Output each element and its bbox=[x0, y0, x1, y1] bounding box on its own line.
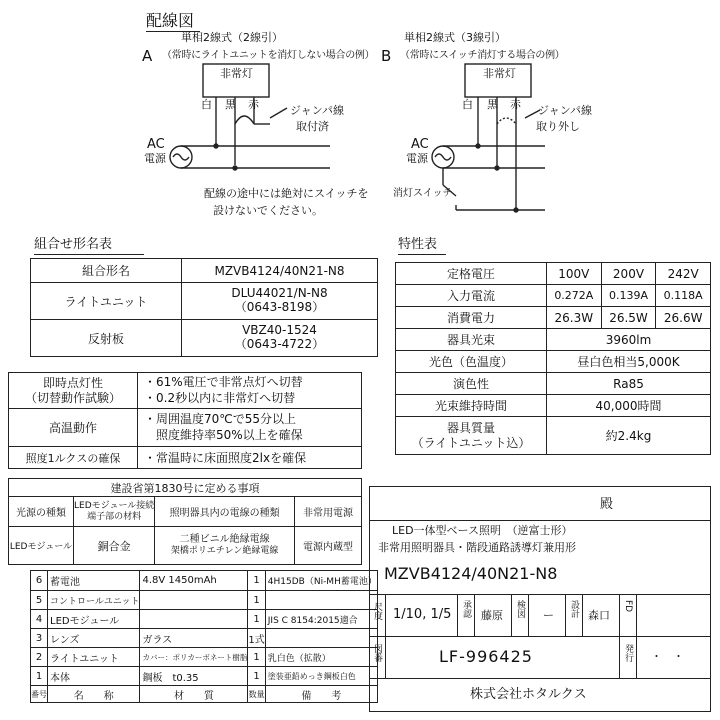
table-header-row bbox=[31, 686, 378, 703]
diagram-b-wire-red: 赤 bbox=[510, 98, 521, 111]
parts-header-material: 材 質 bbox=[140, 686, 248, 703]
ministry-value-line: 二種ビニル絶縁電線 bbox=[179, 534, 270, 546]
ministry-title: 建設省第1830号に定める事項 bbox=[9, 479, 362, 497]
part-no: 1 bbox=[31, 667, 48, 686]
part-qty: 1 bbox=[248, 667, 265, 686]
part-no: 5 bbox=[31, 591, 48, 610]
part-material: ガラス bbox=[140, 629, 248, 648]
parts-table bbox=[30, 570, 378, 703]
part-name: LEDモジュール bbox=[48, 610, 140, 629]
combo-row-value bbox=[182, 283, 378, 320]
perf-label-main: 即時点灯性 bbox=[42, 376, 103, 391]
diagram-b-wire-black: 黒 bbox=[487, 98, 498, 111]
scale-label: 尺度 bbox=[372, 602, 382, 620]
table-row bbox=[31, 667, 378, 686]
parts-header-note: 備 考 bbox=[265, 686, 377, 703]
spec-current: 0.139A bbox=[601, 285, 656, 307]
spec-label: 消費電力 bbox=[396, 307, 547, 329]
wiring-title: 配線図 bbox=[146, 11, 195, 30]
diagram-b-box-label: 非常灯 bbox=[483, 67, 516, 80]
diagram-b-label: B bbox=[381, 47, 392, 65]
checked-by: ー bbox=[543, 609, 554, 622]
table-row bbox=[31, 571, 378, 591]
ministry-table bbox=[8, 478, 362, 565]
checked-label-cell bbox=[511, 594, 529, 636]
spec-life: 40,000時間 bbox=[547, 395, 711, 417]
product-name-line2: 非常用照明器具・階段通路誘導灯兼用形 bbox=[378, 541, 576, 554]
spec-power: 26.3W bbox=[547, 307, 602, 329]
drawing-number: LF-996425 bbox=[439, 647, 533, 666]
part-no: 6 bbox=[31, 571, 48, 591]
spec-label: 光色（色温度） bbox=[396, 351, 547, 373]
diagram-b-wire-white: 白 bbox=[462, 98, 473, 111]
combo-row-label: 組合形名 bbox=[31, 259, 182, 283]
diagram-a-desc1: 単相2線式（2線引） bbox=[181, 31, 283, 44]
spec-label: 定格電圧 bbox=[396, 263, 547, 285]
spec-label bbox=[396, 417, 547, 455]
approved-label-cell bbox=[457, 594, 475, 636]
ministry-value bbox=[155, 527, 295, 565]
part-qty: 1 bbox=[248, 648, 265, 667]
designed-label: 設計 bbox=[569, 600, 579, 618]
combo-title: 組合せ形名表 bbox=[34, 237, 113, 252]
diagram-b-ac: AC bbox=[411, 137, 429, 152]
ministry-value-line: 架橋ポリエチレン絶縁電線 bbox=[170, 546, 279, 557]
combo-table bbox=[30, 258, 378, 357]
perf-label: 照度1ルクスの確保 bbox=[9, 447, 138, 469]
spec-current: 0.272A bbox=[547, 285, 602, 307]
diagram-b-jumper2: 取り外し bbox=[536, 120, 580, 133]
part-material bbox=[140, 591, 248, 610]
diagram-b-desc1: 単相2線式（3線引） bbox=[404, 31, 506, 44]
part-no: 4 bbox=[31, 610, 48, 629]
spec-voltage: 100V bbox=[547, 263, 602, 285]
spec-flux: 3960lm bbox=[547, 329, 711, 351]
part-name: レンズ bbox=[48, 629, 140, 648]
diagram-a-ac-power: 電源 bbox=[144, 152, 166, 165]
ministry-value: LEDモジュール bbox=[9, 527, 74, 565]
part-no: 2 bbox=[31, 648, 48, 667]
part-qty: 1 bbox=[248, 571, 265, 591]
spec-label: 器具光束 bbox=[396, 329, 547, 351]
spec-mass: 約2.4kg bbox=[547, 417, 711, 455]
part-name: コントロールユニット bbox=[48, 591, 140, 610]
addressee-suffix: 殿 bbox=[600, 497, 614, 512]
diagram-a-ac: AC bbox=[147, 137, 165, 152]
table-row bbox=[31, 610, 378, 629]
part-note bbox=[265, 591, 377, 610]
perf-value-line: ・0.2秒以内に非常灯へ切替 bbox=[144, 390, 296, 405]
part-name: ライトユニット bbox=[48, 648, 140, 667]
product-name-line1: LED一体型ベース照明 （逆富士形） bbox=[392, 524, 573, 537]
ministry-header: 光源の種類 bbox=[9, 497, 74, 527]
issue-label: 発行 bbox=[623, 644, 633, 662]
part-note: JIS C 8154:2015適合 bbox=[265, 610, 377, 629]
combo-value-sub: （0643-8198） bbox=[234, 300, 325, 314]
perf-value-line: 照度維持率50%以上を確保 bbox=[144, 427, 303, 442]
spec-color: 昼白色相当5,000K bbox=[547, 351, 711, 373]
part-note: 塗装亜鉛めっき鋼板白色 bbox=[265, 667, 377, 686]
spec-label: 光束維持時間 bbox=[396, 395, 547, 417]
parts-header-name: 名 称 bbox=[48, 686, 140, 703]
spec-mass-label: 器具質量 bbox=[446, 420, 495, 435]
diagram-a-note2: 設けないでください。 bbox=[213, 204, 323, 217]
scale-value: 1/10, 1/5 bbox=[393, 607, 452, 622]
part-note: 乳白色（拡散） bbox=[265, 648, 377, 667]
designed-by: 森口 bbox=[588, 609, 610, 622]
diagram-a-wire-red: 赤 bbox=[248, 98, 259, 111]
combo-row-label: ライトユニット bbox=[31, 283, 182, 320]
spec-voltage: 242V bbox=[656, 263, 711, 285]
combo-title-underline bbox=[34, 254, 144, 255]
designed-label-cell bbox=[565, 594, 583, 636]
diagram-a-fixture-box bbox=[203, 64, 269, 97]
diagram-b-jumper1: ジャンパ線 bbox=[538, 104, 593, 117]
drawing-row bbox=[369, 636, 711, 678]
part-qty: 1 bbox=[248, 610, 265, 629]
diagram-a-jumper1: ジャンパ線 bbox=[290, 104, 345, 117]
table-row bbox=[31, 648, 378, 667]
perf-value-line: ・周囲温度70℃で55分以上 bbox=[144, 411, 297, 426]
combo-row-value bbox=[182, 320, 378, 357]
issue-label-cell bbox=[619, 636, 637, 678]
spec-title: 特性表 bbox=[398, 237, 438, 252]
part-material bbox=[140, 610, 248, 629]
perf-label-sub: （切替動作試験） bbox=[24, 390, 121, 405]
combo-value-sub: （0643-4722） bbox=[234, 337, 325, 351]
part-name: 蓄電池 bbox=[48, 571, 140, 591]
table-row bbox=[31, 629, 378, 648]
diagram-a-desc2: （常時にライトユニットを消灯しない場合の例） bbox=[162, 50, 375, 61]
title-divider bbox=[369, 520, 711, 521]
part-material: 鋼板 t0.35 bbox=[140, 667, 248, 686]
parts-header-no: 番号 bbox=[31, 686, 48, 703]
spec-cri: Ra85 bbox=[547, 373, 711, 395]
model-number: MZVB4124/40N21-N8 bbox=[384, 564, 558, 583]
part-name: 本体 bbox=[48, 667, 140, 686]
performance-table bbox=[8, 372, 362, 469]
spec-voltage: 200V bbox=[601, 263, 656, 285]
fd-label-cell bbox=[619, 594, 637, 636]
combo-value-main: DLU44021/N-N8 bbox=[231, 286, 328, 301]
diagram-a-wire-white: 白 bbox=[201, 98, 212, 111]
ministry-header-line: 端子部の材料 bbox=[87, 511, 142, 522]
spec-label: 演色性 bbox=[396, 373, 547, 395]
spec-current: 0.118A bbox=[656, 285, 711, 307]
company-name: 株式会社ホタルクス bbox=[470, 687, 587, 702]
combo-value-main: VBZ40-1524 bbox=[242, 323, 317, 338]
ministry-value: 銅合金 bbox=[74, 527, 155, 565]
ministry-header: 照明器具内の電線の種類 bbox=[155, 497, 295, 527]
diagram-b-ac-power: 電源 bbox=[406, 152, 428, 165]
ministry-header bbox=[74, 497, 155, 527]
combo-row-label: 反射板 bbox=[31, 320, 182, 357]
perf-label: 高温動作 bbox=[9, 409, 138, 447]
fd-label: FD bbox=[623, 600, 633, 613]
part-material: カバー：ポリカーボネート樹脂 bbox=[140, 648, 248, 667]
spec-label: 入力電流 bbox=[396, 285, 547, 307]
drawing-label: 図番 bbox=[372, 644, 382, 662]
checked-label: 検図 bbox=[515, 600, 525, 618]
ministry-header-line: LEDモジュール接続 bbox=[74, 500, 155, 511]
diagram-b-desc2: （常時にスイッチ消灯する場合の例） bbox=[400, 50, 565, 61]
perf-value bbox=[138, 373, 362, 409]
drawing-label-cell bbox=[369, 636, 386, 678]
part-qty: 1式 bbox=[248, 629, 265, 648]
approval-row bbox=[369, 594, 711, 636]
approved-label: 承認 bbox=[461, 600, 471, 618]
spec-table bbox=[395, 262, 711, 455]
diagram-a-note1: 配線の途中には絶対にスイッチを bbox=[204, 187, 369, 200]
part-note: 4H15DB（Ni-MH蓄電池） bbox=[265, 571, 377, 591]
spec-power: 26.5W bbox=[601, 307, 656, 329]
title-divider bbox=[369, 678, 711, 679]
scale-label-cell bbox=[369, 594, 386, 636]
perf-value-line: ・61%電圧で非常点灯へ切替 bbox=[144, 374, 303, 389]
perf-value: ・常温時に床面照度2lxを確保 bbox=[138, 447, 362, 469]
perf-label bbox=[9, 373, 138, 409]
issue-date: ・ ・ bbox=[651, 650, 684, 663]
combo-row-value: MZVB4124/40N21-N8 bbox=[182, 259, 378, 283]
ministry-value: 電源内蔵型 bbox=[295, 527, 362, 565]
wiring-lines bbox=[0, 0, 720, 240]
diagram-a-wire-black: 黒 bbox=[225, 98, 236, 111]
diagram-a-jumper2: 取付済 bbox=[296, 120, 329, 133]
spec-power: 26.6W bbox=[656, 307, 711, 329]
parts-header-qty: 数量 bbox=[248, 686, 265, 703]
diagram-a-box-label: 非常灯 bbox=[220, 67, 253, 80]
diagram-a-label: A bbox=[142, 47, 153, 65]
diagram-b-fixture-box bbox=[465, 64, 531, 97]
part-qty: 1 bbox=[248, 591, 265, 610]
part-material: 4.8V 1450mAh bbox=[140, 571, 248, 591]
approved-by: 藤原 bbox=[481, 609, 503, 622]
ministry-header: 非常用電源 bbox=[295, 497, 362, 527]
table-row bbox=[31, 591, 378, 610]
part-note bbox=[265, 629, 377, 648]
spec-mass-label-sub: （ライトユニット込） bbox=[411, 435, 531, 450]
spec-title-underline bbox=[398, 254, 446, 255]
diagram-b-switch-label: 消灯スイッチ bbox=[393, 188, 453, 199]
perf-value bbox=[138, 409, 362, 447]
part-no: 3 bbox=[31, 629, 48, 648]
